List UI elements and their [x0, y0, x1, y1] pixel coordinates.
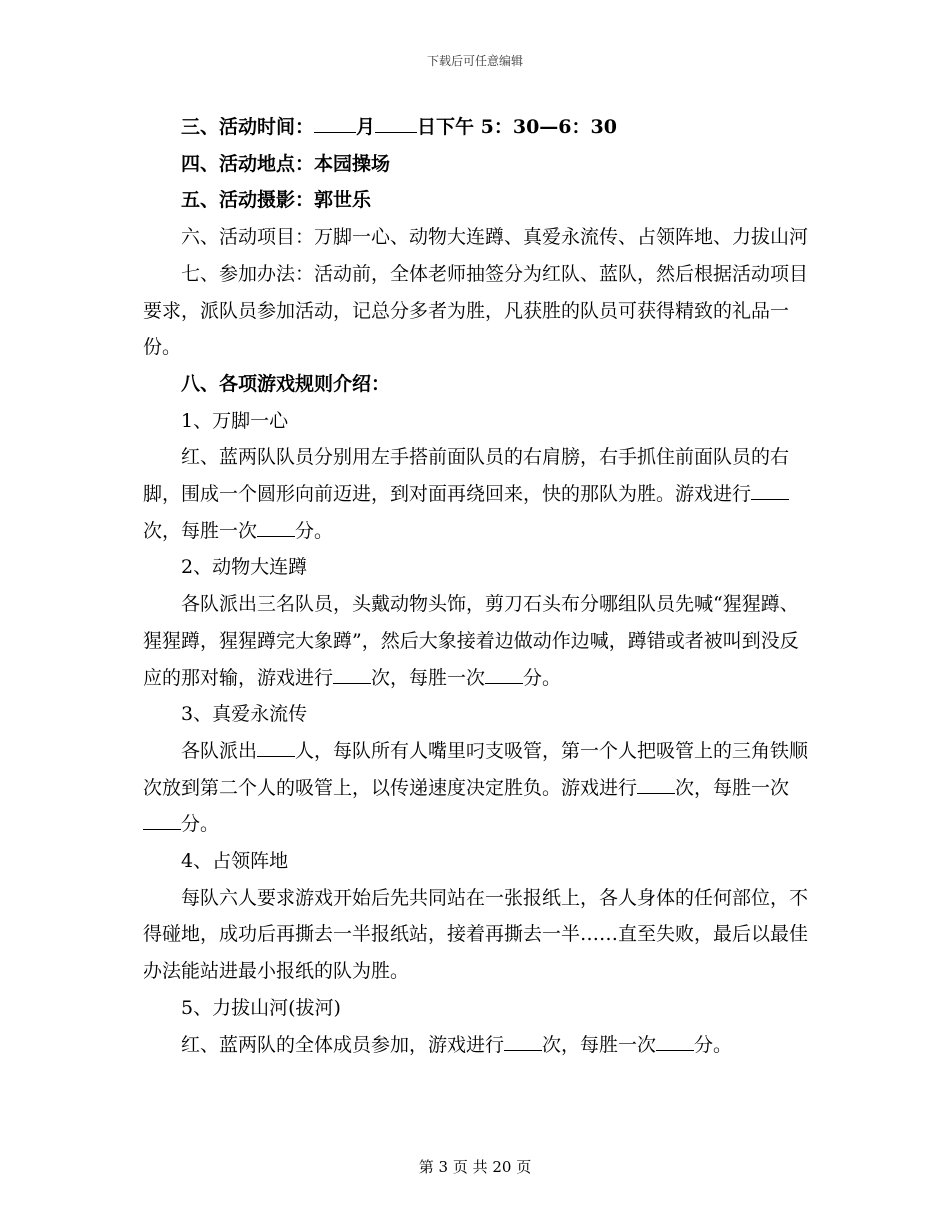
activity-place: 四、活动地点：本园操场: [181, 152, 391, 175]
activity-photographer: 五、活动摄影：郭世乐: [181, 189, 372, 212]
game-1-title: 1、万脚一心: [181, 409, 289, 432]
game-3-title: 3、真爱永流传: [181, 703, 308, 726]
blank-field: [257, 518, 295, 537]
rules-heading: 八、各项游戏规则介绍：: [181, 372, 391, 395]
game-4-title: 4、占领阵地: [181, 850, 289, 873]
activity-time: [143, 109, 813, 146]
rules-text: 分。: [181, 813, 220, 836]
blank-field: [257, 738, 295, 757]
rules-text: 分。: [694, 1033, 733, 1056]
blank-field: [751, 481, 789, 500]
game-3-rules: [143, 733, 813, 843]
rules-text: 各队派出三名队员，头戴动物头饰，剪刀石头布分哪组队员先喊“猩猩蹲、猩猩蹲，猩猩蹲完大象蹲”，然后大象接着边做动作边喊，蹲错或者被叫到没反应的那对输，游戏进行: [143, 593, 799, 689]
game-5-title: 5、力拔山河(拔河): [181, 996, 341, 1019]
blank-field: [656, 1032, 694, 1051]
document-body: [143, 109, 813, 1063]
rules-text: 次，每胜一次: [675, 776, 790, 799]
rules-text: 红、蓝两队的全体成员参加，游戏进行: [181, 1033, 505, 1056]
participation-method: 七、参加办法：活动前，全体老师抽签分为红队、蓝队，然后根据活动项目要求，派队员参加活动，记总分多者为胜，凡获胜的队员可获得精致的礼品一份。: [143, 262, 809, 359]
activity-items: 六、活动项目：万脚一心、动物大连蹲、真爱永流传、占领阵地、力拔山河: [181, 226, 809, 249]
game-5-rules: [143, 1027, 813, 1064]
rules-text: 各队派出: [181, 739, 258, 762]
time-suffix: 日下午 5：30—6：30: [417, 116, 617, 138]
rules-text: 红、蓝两队队员分别用左手搭前面队员的右肩膀，右手抓住前面队员的右脚，围成一个圆形向前迈进，到对面再绕回来，快的那队为胜。游戏进行: [143, 446, 790, 506]
game-2-title: 2、动物大连蹲: [181, 556, 308, 579]
rules-text: 次，每胜一次: [143, 519, 258, 542]
page-footer: 第 3 页 共 20 页: [418, 1158, 532, 1176]
rules-text: 人，每队所有人嘴里叼支吸管，第一个人把吸管上的三角铁顺次放到第二个人的吸管上，以传递速度决定胜负。游戏进行: [143, 739, 809, 799]
rules-text: 分。: [523, 666, 562, 689]
blank-field: [375, 114, 417, 133]
blank-field: [637, 775, 675, 794]
game-4-rules: 每队六人要求游戏开始后先共同站在一张报纸上，各人身体的任何部位，不得碰地，成功后再撕去一半报纸站，接着再撕去一半……直至失败，最后以最佳办法能站进最小报纸的队为胜。: [143, 886, 809, 983]
blank-field: [333, 665, 371, 684]
blank-field: [504, 1032, 542, 1051]
blank-field: [314, 114, 356, 133]
game-1-rules: [143, 439, 813, 549]
page-header: 下载后可任意编辑: [426, 54, 523, 68]
time-label: 三、活动时间：: [181, 116, 315, 138]
rules-text: 分。: [295, 519, 334, 542]
game-2-rules: [143, 586, 813, 696]
rules-text: 次，每胜一次: [542, 1033, 657, 1056]
rules-text: 次，每胜一次: [371, 666, 486, 689]
blank-field: [143, 811, 181, 830]
month-label: 月: [356, 116, 376, 138]
blank-field: [485, 665, 523, 684]
